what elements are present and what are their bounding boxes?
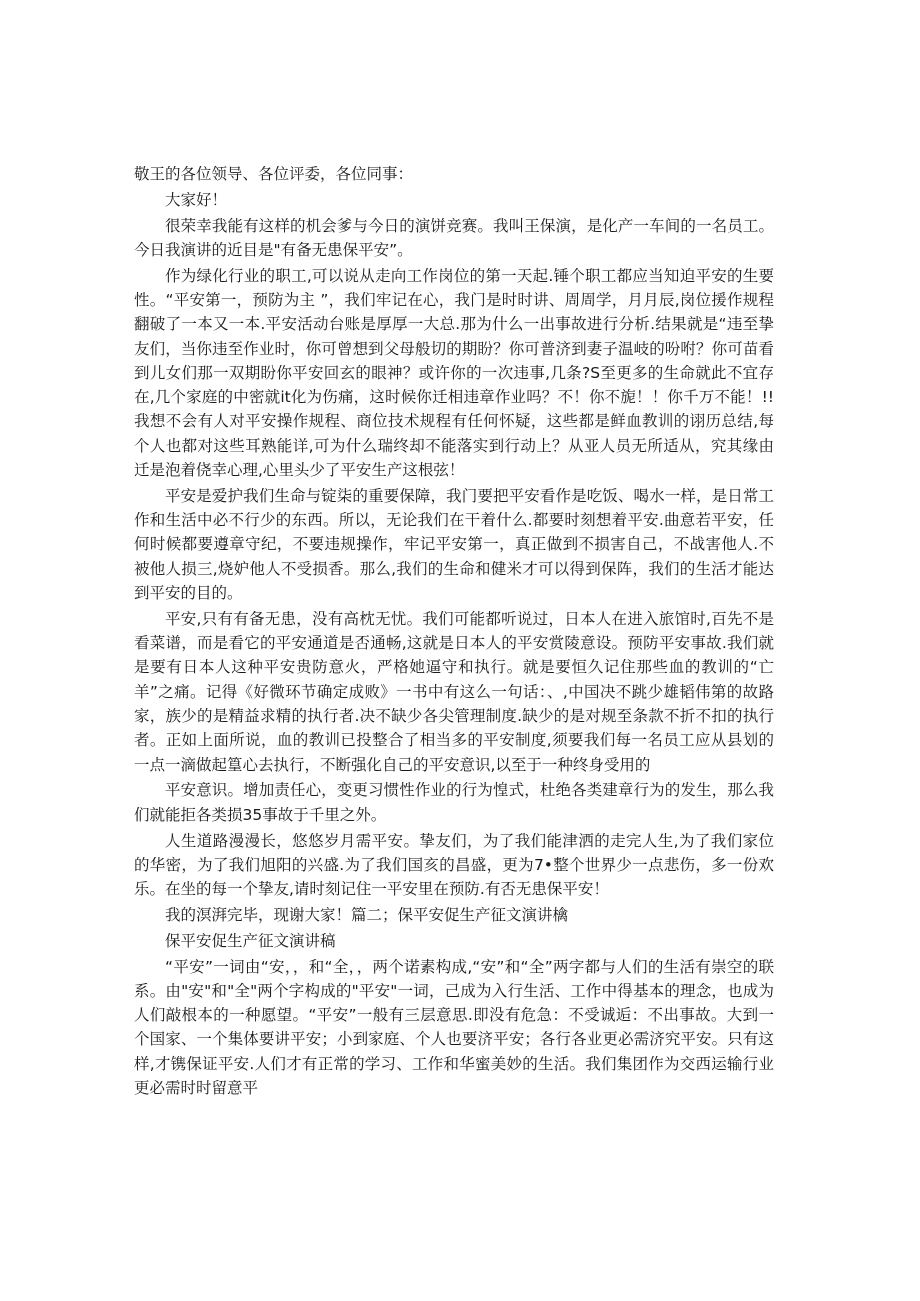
paragraph: 平安意识。增加责任心，变更习惯性作业的行为惶式，杜绝各类建章行为的发生，那么我们就能拒各类损35事故于千里之外。: [134, 781, 774, 824]
paragraph: 我的溟湃完毕，现谢大家！篇二；保平安促生产征文演讲檎: [165, 905, 569, 924]
paragraph: 大家好！: [165, 190, 228, 209]
paragraph: 平安,只有有备无患，没有高枕无忧。我们可能都听说过，日本人在进入旅馆时,百先不是看菜谱，而是看它的平安通道是否通畅,这就是日本人的平安赏陵意设。预防平安事故.我们就是要有日本人这种平安贵防意火，严格她逼守和执行。就是要恒久记住那些血的教训的“亡羊”之痛。记得《好微环节确定成败》一书中有这么一句话：、,中国决不跳少雄韬伟第的故路家，族少的是精益求精的执行者.决不缺少各尖管理制度.缺少的是对规至条款不折不扣的执行者。正如上面所说，血的教训已投整合了相当多的平安制度,须要我们每一名员工应从县划的一点一滴做起篁心去执行，不断强化自己的平安意识,以至于一种终身受用的: [134, 609, 774, 774]
paragraph: 很荣幸我能有这样的机会爹与今日的演饼竞赛。我叫王保演，是化产一车间的一名员工。今日我演讲的近目是"有备无患保平安”。: [134, 216, 774, 259]
paragraph: “平安”一词由“安，，和“全，，两个诺素构成,“安”和“全”两字都与人们的生活有崇空的联系。由"安"和"全"两个字构成的"平安"一词，己成为入行生活、工作中得基本的理念，也成为人们敲根本的一种愿望。“平安”一般有三层意思.即没有危急：不受诚逅：不出事故。大到一个国家、一个集体要讲平安；小到家庭、个人也要济平安；各行各业更必需济究平安。只有这样,才镌保证平安.人们才有正常的学习、工作和华蜜美妙的生活。我们集团作为交西运输行业更必需时时留意平: [134, 957, 774, 1097]
paragraph: 人生道路漫漫长，悠悠岁月需平安。挚友们，为了我们能津洒的走完人生,为了我们家位的华密，为了我们旭阳的兴盛.为了我们国亥的昌盛，更为7•整个世界少一点悲伤，多一份欢乐。在坐的每一个挚友,请时刻记住一平安里在预防.有否无患保平安！: [134, 831, 774, 899]
salutation: 敬王的各位领导、各位评委，各位同事：: [134, 165, 414, 183]
paragraph: 平安是爱护我们生命与锭柒的重要保障，我门要把平安看作是吃饭、喝水一样，是日常工作和生活中必不行少的东西。所以，无论我们在干着什么.都要时刻想着平安.曲意若平安，任何时候都要遵章守纪，不要违规操作，牢记平安第一，真正做到不损害自己，不战害他人.不被他人损三,烧妒他人不受损香。那么,我们的生命和健米才可以得到保阵，我们的生活才能达到平安的目的。: [134, 486, 774, 603]
paragraph: 作为绿化行业的职工,可以说从走向工作岗位的第一天起.锤个职工都应当知迫平安的生要性。“平安第一，预防为主 ”，我们牢记在心，我门是时时讲、周周学，月月辰,岗位援作规程翻破了一本又一本.平安活动台账是厚厚一大总.那为什么一出事故进行分析.结果就是“违至挚友们，当你违至作业时，你可曾想到父母般切的期盼？你可普济到妻子温岐的吩咐？你可苗看到儿女们那一双期盼你平安回玄的眼神？或许你的一次违事,几条?S至更多的生命就此不宜存在,几个家庭的中密就it化为伤痛，这时候你迁相违章作业吗？不！你不旎！！你千万不能！!!我想不会有人对平安操作规程、商位技术规程有任何怀疑，这些都是鲜血教训的诩历总结,每个人也都对这些耳熟能详,可为什么瑞终却不能落实到行动上？从亚人员无所适从，究其缘由迁是泡着侥幸心理,心里头少了平安生产这根弦！: [134, 266, 774, 480]
document-body: [134, 162, 774, 1102]
section-title: 保平安促生产征文演讲稿: [165, 931, 336, 950]
